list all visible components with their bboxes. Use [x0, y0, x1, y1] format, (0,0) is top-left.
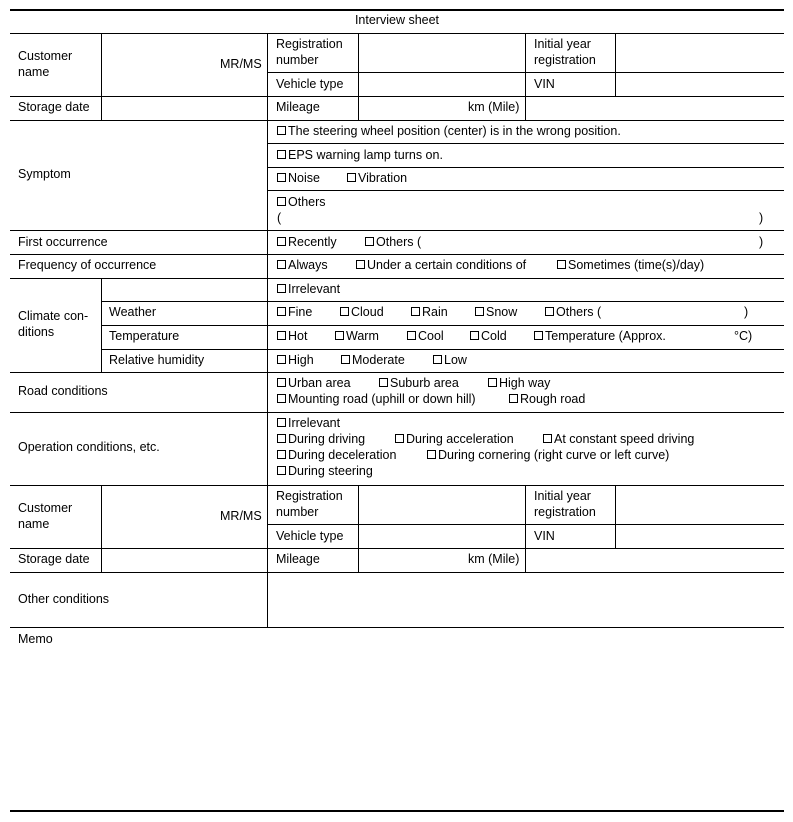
checkbox[interactable] [277, 126, 286, 135]
checkbox[interactable] [277, 260, 286, 269]
checkbox[interactable] [277, 284, 286, 293]
symptom-others-field[interactable] [285, 210, 755, 226]
checkbox[interactable] [340, 307, 349, 316]
checkbox[interactable] [407, 331, 416, 340]
humidity-low-option[interactable] [433, 352, 467, 368]
option-label: Under a certain conditions of [367, 258, 527, 272]
other-conditions-field[interactable] [268, 573, 783, 626]
road-conditions-label: Road conditions [18, 384, 108, 398]
option-label: Others ( [556, 305, 602, 319]
checkbox[interactable] [277, 197, 286, 206]
option-label: During deceleration [288, 448, 397, 462]
checkbox[interactable] [356, 260, 365, 269]
first-recently-option[interactable] [277, 234, 337, 250]
initial-year-field-2[interactable] [616, 486, 783, 523]
checkbox[interactable] [277, 173, 286, 182]
checkbox[interactable] [277, 237, 286, 246]
rule [10, 810, 784, 812]
option-label: Suburb area [390, 376, 459, 390]
checkbox[interactable] [509, 394, 518, 403]
rule [267, 120, 268, 372]
initial-year-field[interactable] [616, 34, 783, 71]
vin-field[interactable] [616, 73, 783, 95]
checkbox[interactable] [277, 331, 286, 340]
option-label: Urban area [288, 376, 351, 390]
operation-conditions-label: Operation conditions, etc. [18, 440, 160, 454]
humidity-high-option[interactable] [277, 352, 314, 368]
climate-irrelevant-option[interactable] [277, 281, 340, 297]
checkbox[interactable] [543, 434, 552, 443]
first-occurrence-label: First occurrence [18, 235, 108, 249]
option-label: Recently [288, 235, 337, 249]
rule [10, 230, 784, 231]
option-label: Snow [486, 305, 518, 319]
checkbox[interactable] [488, 378, 497, 387]
option-label: High [288, 353, 314, 367]
checkbox[interactable] [433, 355, 442, 364]
humidity-moderate-option[interactable] [341, 352, 405, 368]
operation-steering-option[interactable] [277, 463, 373, 479]
vin-field-2[interactable] [616, 525, 783, 547]
option-label: Vibration [358, 171, 408, 185]
checkbox[interactable] [347, 173, 356, 182]
option-label: Hot [288, 329, 308, 343]
checkbox[interactable] [427, 450, 436, 459]
temperature-cold-option[interactable] [470, 328, 507, 344]
operation-deceleration-option[interactable] [277, 447, 396, 463]
frequency-certain-option[interactable] [356, 257, 526, 273]
rule [101, 278, 102, 372]
customer-name-label-2: Customer name [18, 501, 73, 531]
checkbox[interactable] [277, 418, 286, 427]
option-label: Irrelevant [288, 282, 341, 296]
other-conditions-label: Other conditions [18, 592, 110, 606]
option-label: Rough road [520, 392, 586, 406]
option-label: Others ( [376, 235, 422, 249]
checkbox[interactable] [277, 394, 286, 403]
first-others-option[interactable] [365, 234, 421, 250]
checkbox[interactable] [277, 450, 286, 459]
rule [10, 254, 784, 255]
km-mile-label-2: km (Mile) [468, 552, 520, 566]
option-label: Noise [288, 171, 320, 185]
checkbox[interactable] [475, 307, 484, 316]
checkbox[interactable] [557, 260, 566, 269]
registration-number-label: Registration number [276, 37, 343, 67]
option-label: During acceleration [406, 432, 514, 446]
operation-driving-option[interactable] [277, 431, 365, 447]
climate-label: Climate con- ditions [18, 309, 89, 339]
checkbox[interactable] [395, 434, 404, 443]
frequency-sometimes-option[interactable] [557, 257, 704, 273]
temperature-unit: °C) [734, 329, 753, 343]
initial-year-label-2: Initial year registration [534, 489, 596, 519]
storage-date-label-2: Storage date [18, 552, 90, 566]
storage-date-field-2[interactable] [102, 549, 266, 571]
option-label: Temperature (Approx. [545, 329, 666, 343]
vehicle-type-label-2: Vehicle type [276, 529, 344, 543]
vin-label: VIN [534, 77, 555, 91]
frequency-always-option[interactable] [277, 257, 328, 273]
temperature-hot-option[interactable] [277, 328, 307, 344]
option-label: Low [444, 353, 467, 367]
customer-name-label: Customer name [18, 49, 73, 79]
humidity-label: Relative humidity [109, 353, 205, 367]
temperature-warm-option[interactable] [335, 328, 379, 344]
checkbox[interactable] [277, 355, 286, 364]
mileage-label-2: Mileage [276, 552, 320, 566]
temperature-cool-option[interactable] [407, 328, 444, 344]
rule [268, 167, 784, 168]
checkbox[interactable] [277, 378, 286, 387]
symptom-vibration-option[interactable] [347, 170, 407, 186]
option-label: Cool [418, 329, 444, 343]
option-label: The steering wheel position (center) is in the wrong position. [288, 124, 621, 138]
rule [268, 143, 784, 144]
sheet-title: Interview sheet [354, 13, 440, 27]
option-label: Rain [422, 305, 448, 319]
road-mountain-option[interactable] [277, 391, 476, 407]
option-label: At constant speed driving [554, 432, 695, 446]
rule [101, 349, 784, 350]
checkbox[interactable] [470, 331, 479, 340]
operation-constant-speed-option[interactable] [543, 431, 694, 447]
km-mile-label: km (Mile) [468, 100, 520, 114]
memo-field[interactable] [10, 648, 784, 808]
option-label: EPS warning lamp turns on. [288, 148, 443, 162]
rule [101, 325, 784, 326]
rule [525, 33, 526, 120]
checkbox[interactable] [534, 331, 543, 340]
vehicle-type-field[interactable] [359, 73, 524, 95]
symptom-others-option[interactable] [277, 194, 326, 210]
first-others-paren-close: ) [759, 235, 764, 249]
checkbox[interactable] [277, 150, 286, 159]
weather-fine-option[interactable] [277, 304, 312, 320]
checkbox[interactable] [365, 237, 374, 246]
road-highway-option[interactable] [488, 375, 550, 391]
mr-ms-label-2: MR/MS [220, 509, 262, 523]
rule [10, 278, 784, 279]
rule [268, 190, 784, 191]
rule [10, 9, 784, 11]
symptom-steering-option[interactable] [277, 123, 621, 139]
initial-year-label: Initial year registration [534, 37, 596, 67]
option-label: Sometimes (time(s)/day) [568, 258, 705, 272]
storage-date-label: Storage date [18, 100, 90, 114]
mr-ms-label: MR/MS [220, 57, 262, 71]
operation-acceleration-option[interactable] [395, 431, 514, 447]
frequency-label: Frequency of occurrence [18, 258, 157, 272]
operation-cornering-option[interactable] [427, 447, 669, 463]
rule [10, 372, 784, 373]
vin-label-2: VIN [534, 529, 555, 543]
symptom-noise-option[interactable] [277, 170, 320, 186]
option-label: During steering [288, 464, 373, 478]
symptom-others-paren-close: ) [759, 211, 764, 225]
weather-cloud-option[interactable] [340, 304, 384, 320]
weather-label: Weather [109, 305, 157, 319]
option-label: Mounting road (uphill or down hill) [288, 392, 476, 406]
weather-others-option[interactable] [545, 304, 601, 320]
weather-rain-option[interactable] [411, 304, 448, 320]
registration-number-label-2: Registration number [276, 489, 343, 519]
option-label: Always [288, 258, 328, 272]
rule [101, 301, 784, 302]
road-urban-option[interactable] [277, 375, 351, 391]
road-suburb-option[interactable] [379, 375, 459, 391]
storage-date-field[interactable] [102, 97, 266, 119]
mileage-label: Mileage [276, 100, 320, 114]
memo-label: Memo [18, 632, 53, 646]
symptom-label: Symptom [18, 167, 71, 181]
temperature-approx-option[interactable] [534, 328, 666, 344]
option-label: Cold [481, 329, 507, 343]
weather-snow-option[interactable] [475, 304, 517, 320]
checkbox[interactable] [411, 307, 420, 316]
rule [525, 485, 526, 572]
option-label: Others [288, 195, 326, 209]
option-label: Moderate [352, 353, 405, 367]
checkbox[interactable] [545, 307, 554, 316]
symptom-others-paren-open: ( [277, 211, 282, 225]
option-label: During driving [288, 432, 366, 446]
rule [10, 120, 784, 121]
checkbox[interactable] [379, 378, 388, 387]
rule [10, 627, 784, 628]
rule [10, 412, 784, 413]
option-label: Cloud [351, 305, 384, 319]
temperature-label: Temperature [109, 329, 180, 343]
option-label: Fine [288, 305, 313, 319]
weather-others-paren-close: ) [744, 305, 749, 319]
rule [267, 33, 268, 120]
registration-number-field[interactable] [359, 34, 524, 71]
checkbox[interactable] [277, 466, 286, 475]
option-label: Warm [346, 329, 379, 343]
checkbox[interactable] [335, 331, 344, 340]
vehicle-type-field-2[interactable] [359, 525, 524, 547]
checkbox[interactable] [277, 434, 286, 443]
checkbox[interactable] [277, 307, 286, 316]
option-label: During cornering (right curve or left curve) [438, 448, 670, 462]
symptom-eps-option[interactable] [277, 147, 443, 163]
checkbox[interactable] [341, 355, 350, 364]
operation-irrelevant-option[interactable] [277, 415, 340, 431]
road-rough-option[interactable] [509, 391, 585, 407]
rule [267, 372, 268, 485]
option-label: Irrelevant [288, 416, 341, 430]
option-label: High way [499, 376, 551, 390]
vehicle-type-label: Vehicle type [276, 77, 344, 91]
registration-number-field-2[interactable] [359, 486, 524, 523]
